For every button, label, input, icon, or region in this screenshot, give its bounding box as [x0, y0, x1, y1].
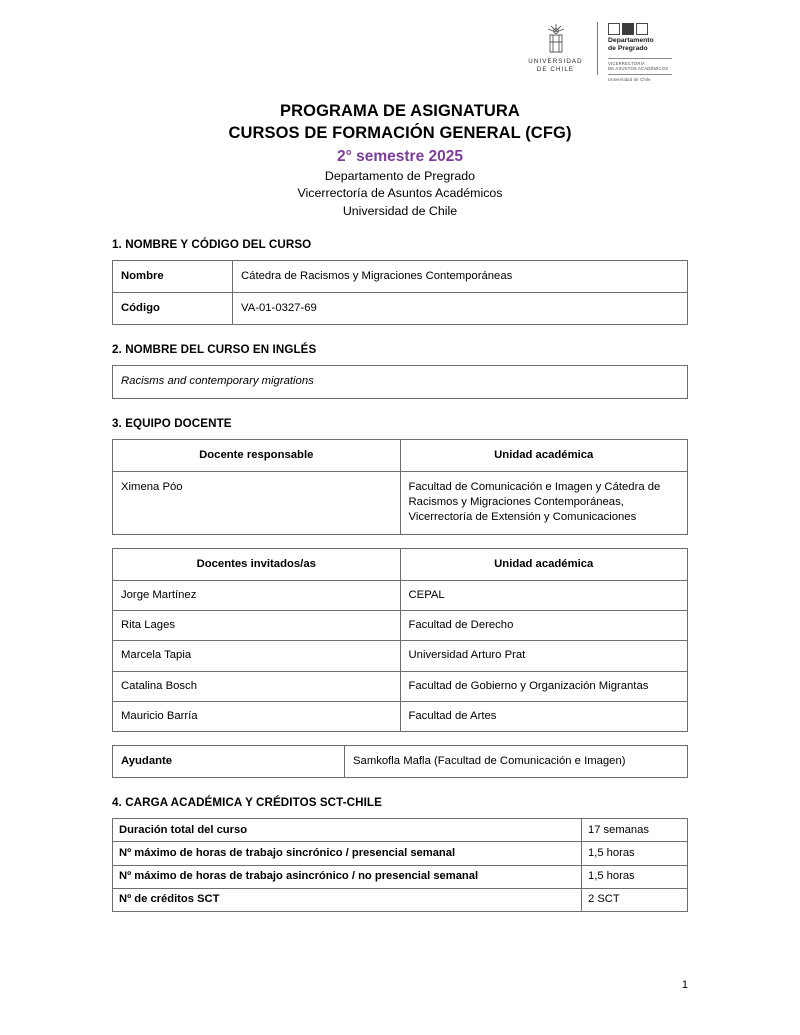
table-row — [113, 293, 688, 325]
column-header-responsible-teacher: Docente responsable — [113, 439, 401, 471]
title-semester: 2° semestre 2025 — [337, 147, 463, 165]
guest-teacher-name: Catalina Bosch — [113, 671, 401, 701]
table-row — [113, 641, 688, 671]
page-title — [112, 100, 688, 220]
logo-divider — [608, 74, 672, 75]
guest-teacher-name: Mauricio Barría — [113, 701, 401, 731]
table-row — [113, 366, 688, 398]
title-university: Universidad de Chile — [342, 203, 458, 218]
table-spacer — [112, 535, 688, 548]
department-logo-sub-line3: Universidad de Chile — [608, 76, 651, 82]
assistant-value: Samkofla Mafla (Facultad de Comunicación e Imagen) — [345, 746, 688, 778]
department-logo-name-line1: Departamento — [608, 37, 654, 44]
responsible-teacher-unit: Facultad de Comunicación e Imagen y Cátedra de Racismos y Migraciones Contemporáneas, Vicerrectoría de Extensión y Comunicaciones — [400, 471, 688, 534]
academic-load-credits-table — [112, 818, 688, 911]
load-label: Nº de créditos SCT — [113, 888, 582, 911]
load-value: 17 semanas — [582, 819, 688, 842]
table-header-row — [113, 548, 688, 580]
department-logo-sub-line1: VICERRECTORÍA — [608, 60, 645, 66]
department-logo-sub-line2: DE ASUNTOS ACADÉMICOS — [608, 66, 669, 72]
table-spacer — [112, 732, 688, 745]
table-row — [113, 746, 688, 778]
course-name-code-table — [112, 260, 688, 326]
guest-teacher-unit: Universidad Arturo Prat — [400, 641, 688, 671]
logo-divider — [608, 58, 672, 59]
table-row — [113, 580, 688, 610]
table-row — [113, 865, 688, 888]
section-heading-4: 4. CARGA ACADÉMICA Y CRÉDITOS SCT-CHILE — [112, 796, 382, 810]
section-heading-3: 3. EQUIPO DOCENTE — [112, 416, 232, 430]
guest-teacher-unit: Facultad de Artes — [400, 701, 688, 731]
title-line-2: CURSOS DE FORMACIÓN GENERAL (CFG) — [228, 124, 572, 143]
table-row — [113, 611, 688, 641]
section-heading-2: 2. NOMBRE DEL CURSO EN INGLÉS — [112, 343, 317, 357]
column-header-academic-unit: Unidad académica — [400, 439, 688, 471]
load-value: 1,5 horas — [582, 865, 688, 888]
title-line-1: PROGRAMA DE ASIGNATURA — [280, 102, 520, 120]
university-of-chile-logo — [520, 22, 598, 75]
title-department: Departamento de Pregrado — [324, 168, 476, 183]
department-squares-icon — [608, 23, 688, 35]
department-logo-name-line2: de Pregrado — [608, 45, 648, 53]
table-row — [113, 888, 688, 911]
table-row — [113, 819, 688, 842]
teaching-assistant-table — [112, 745, 688, 778]
guest-teacher-unit: Facultad de Gobierno y Organización Migrantas — [400, 671, 688, 701]
guest-teacher-name: Marcela Tapia — [113, 641, 401, 671]
title-vicerectory: Vicerrectoría de Asuntos Académicos — [297, 186, 503, 201]
university-logo-line2: DE CHILE — [536, 66, 575, 74]
guest-teacher-name: Jorge Martínez — [113, 580, 401, 610]
column-header-guest-teachers: Docentes invitados/as — [113, 548, 401, 580]
table-row — [113, 671, 688, 701]
course-name-value: Cátedra de Racismos y Migraciones Contemporáneas — [233, 260, 688, 292]
table-row — [113, 842, 688, 865]
table-header-row — [113, 439, 688, 471]
guest-teachers-table — [112, 548, 688, 733]
course-code-label: Código — [113, 293, 233, 325]
page-number: 1 — [681, 979, 688, 991]
course-code-value: VA-01-0327-69 — [233, 293, 688, 325]
department-of-undergraduate-logo — [608, 22, 688, 82]
table-row — [113, 260, 688, 292]
course-name-label: Nombre — [113, 260, 233, 292]
document-header-logos — [112, 22, 688, 84]
guest-teacher-unit: CEPAL — [400, 580, 688, 610]
table-row — [113, 471, 688, 534]
load-label: Nº máximo de horas de trabajo sincrónico / presencial semanal — [113, 842, 582, 865]
load-label: Duración total del curso — [113, 819, 582, 842]
load-value: 1,5 horas — [582, 842, 688, 865]
course-english-name-value: Racisms and contemporary migrations — [113, 366, 688, 398]
university-logo-line1: UNIVERSIDAD — [528, 58, 583, 65]
responsible-teacher-table — [112, 439, 688, 535]
section-heading-1: 1. NOMBRE Y CÓDIGO DEL CURSO — [112, 237, 312, 251]
responsible-teacher-name: Ximena Póo — [113, 471, 401, 534]
load-label: Nº máximo de horas de trabajo asincrónico / no presencial semanal — [113, 865, 582, 888]
guest-teacher-unit: Facultad de Derecho — [400, 611, 688, 641]
column-header-academic-unit: Unidad académica — [400, 548, 688, 580]
table-row — [113, 701, 688, 731]
load-value: 2 SCT — [582, 888, 688, 911]
university-crest-icon — [539, 22, 573, 56]
course-english-name-table — [112, 365, 688, 398]
assistant-label: Ayudante — [113, 746, 345, 778]
guest-teacher-name: Rita Lages — [113, 611, 401, 641]
